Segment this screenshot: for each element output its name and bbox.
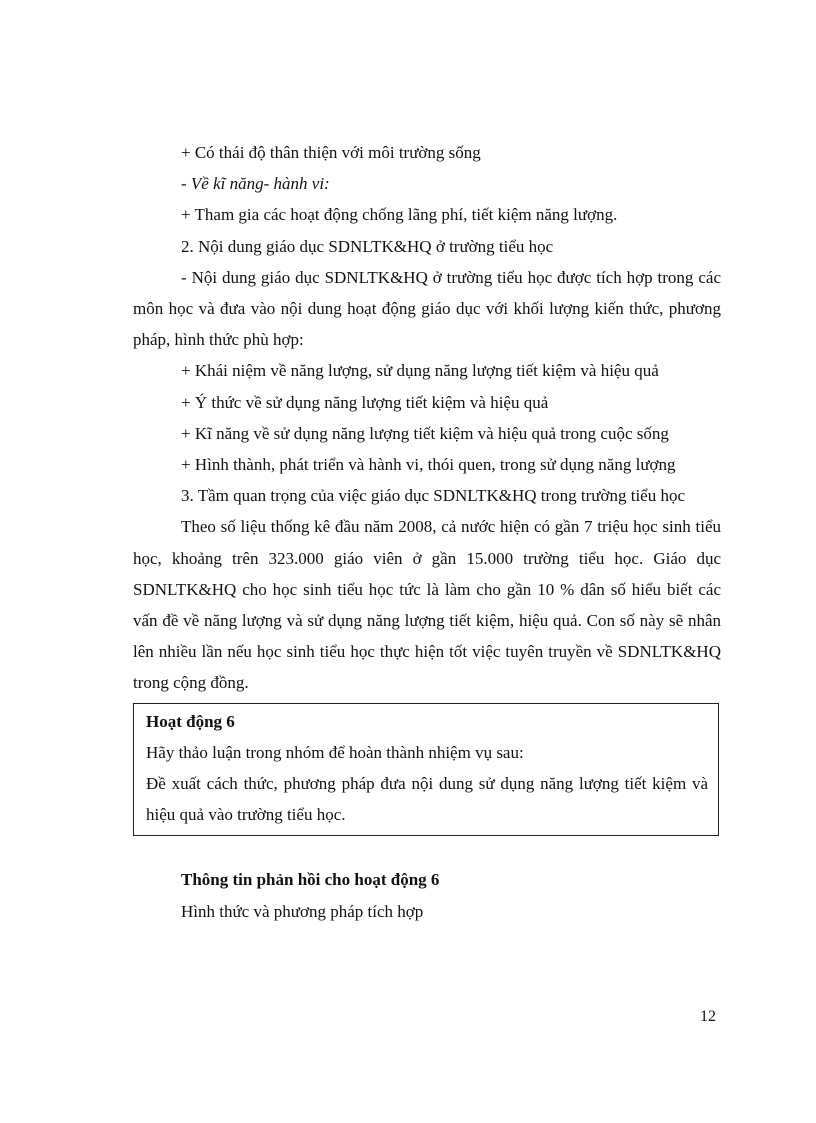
- feedback-section: [133, 864, 721, 926]
- line-attitude: + Có thái độ thân thiện với môi trường sống: [181, 143, 481, 162]
- document-page: [133, 137, 721, 927]
- line-skill: + Kĩ năng về sử dụng năng lượng tiết kiệm và hiệu quả trong cuộc sống: [181, 423, 669, 443]
- activity-task: Đề xuất cách thức, phương pháp đưa nội dung sử dụng năng lượng tiết kiệm và hiệu quả vào trường tiểu học.: [146, 774, 708, 825]
- paragraph-content: - Nội dung giáo dục SDNLTK&HQ ở trường tiểu học được tích hợp trong các môn học và đưa vào nội dung hoạt động giáo dục với khối lượng kiến thức, phương pháp, hình thức phù hợp:: [133, 267, 721, 350]
- feedback-title: Thông tin phản hồi cho hoạt động 6: [181, 870, 440, 890]
- line-skills-heading: - Về kĩ năng- hành vi:: [181, 174, 330, 194]
- paragraph-formation: + Hình thành, phát triển và hành vi, thói quen, trong sử dụng năng lượng: [181, 455, 676, 475]
- activity-instruction: Hãy thảo luận trong nhóm để hoàn thành nhiệm vụ sau:: [146, 742, 524, 762]
- paragraph-statistics: Theo số liệu thống kê đầu năm 2008, cả nước hiện có gần 7 triệu học sinh tiểu học, khoảng trên 323.000 giáo viên ở gần 15.000 trường tiểu học. Giáo dục SDNLTK&HQ cho học sinh tiểu học tức là làm cho gần 10 % dân số hiểu biết các vấn đề về năng lượng và sử dụng năng lượng tiết kiệm, hiệu quả. Con số này sẽ nhân lên nhiều lần nếu học sinh tiểu học thực hiện tốt việc tuyên truyền về SDNLTK&HQ trong cộng đồng.: [133, 517, 721, 693]
- page-number: 12: [700, 1008, 716, 1025]
- section-heading-2: 2. Nội dung giáo dục SDNLTK&HQ ở trường tiểu học: [181, 236, 554, 256]
- line-concept: + Khái niệm về năng lượng, sử dụng năng lượng tiết kiệm và hiệu quả: [181, 361, 659, 381]
- line-participate: + Tham gia các hoạt động chống lãng phí, tiết kiệm năng lượng.: [181, 205, 618, 225]
- line-awareness: + Ý thức về sử dụng năng lượng tiết kiệm và hiệu quả: [181, 392, 549, 412]
- section-heading-3: 3. Tầm quan trọng của việc giáo dục SDNLTK&HQ trong trường tiểu học: [181, 486, 686, 506]
- feedback-line: Hình thức và phương pháp tích hợp: [181, 901, 424, 921]
- activity-box: [133, 703, 719, 837]
- activity-title: Hoạt động 6: [146, 711, 235, 731]
